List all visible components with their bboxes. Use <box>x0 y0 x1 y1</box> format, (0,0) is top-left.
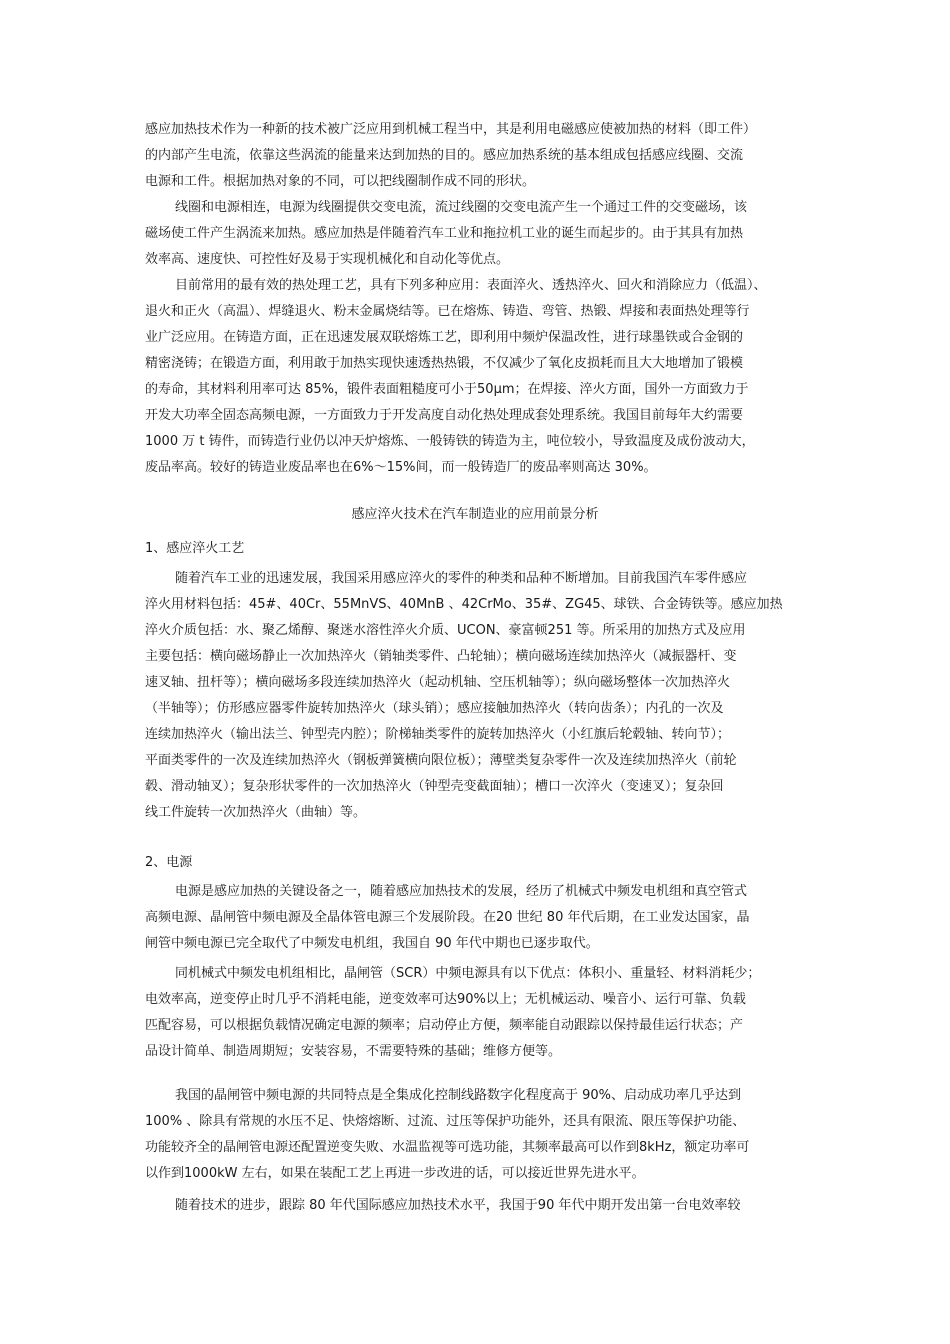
paragraph-applications <box>145 273 827 481</box>
text-line: 电源是感应加热的关键设备之一，随着感应加热技术的发展，经历了机械式中频发电机组和真空管式 <box>175 884 748 899</box>
paragraph-intro <box>145 117 827 195</box>
text-line: 淬火用材料包括：45#、40Cr、55MnVS、40MnB 、42CrMo、35#、ZG45、球铁、合金铸铁等。感应加热 <box>145 597 783 612</box>
heading-power-supply: 2、电源 <box>145 855 193 870</box>
text-line: 速叉轴、扭杆等）；横向磁场多段连续加热淬火（起动机轴、空压机轴等）；纵向磁场整体一次加热淬火 <box>145 675 731 690</box>
paragraph-technology-progress <box>145 1193 827 1219</box>
heading-quenching-process: 1、感应淬火工艺 <box>145 541 245 556</box>
text-line: 我国的晶闸管中频电源的共同特点是全集成化控制线路数字化程度高于 90%、启动成功率几乎达到 <box>175 1088 742 1103</box>
paragraph-quenching <box>145 566 827 826</box>
text-line: 连续加热淬火（输出法兰、钟型壳内腔）；阶梯轴类零件的旋转加热淬火（小红旗后轮毂轴、转向节）； <box>145 727 731 742</box>
text-line: 电源和工件。根据加热对象的不同，可以把线圈制作成不同的形状。 <box>145 174 536 189</box>
text-line: 平面类零件的一次及连续加热淬火（钢板弹簧横向限位板）；薄壁类复杂零件一次及连续加热淬火（前轮 <box>145 753 737 768</box>
text-line: 毂、滑动轴叉）；复杂形状零件的一次加热淬火（钟型壳变截面轴）；槽口一次淬火（变速叉）；复杂回 <box>145 779 724 794</box>
section-title: 感应淬火技术在汽车制造业的应用前景分析 <box>351 507 599 522</box>
text-line: 随着汽车工业的迅速发展，我国采用感应淬火的零件的种类和品种不断增加。目前我国汽车零件感应 <box>175 571 748 586</box>
paragraph-scr-advantages <box>145 961 827 1065</box>
text-line: 闸管中频电源已完全取代了中频发电机组，我国自 90 年代中期也已逐步取代。 <box>145 936 599 951</box>
text-line: 品设计简单、制造周期短；安装容易，不需要特殊的基础；维修方便等。 <box>145 1044 562 1059</box>
text-line: 电效率高，逆变停止时几乎不消耗电能，逆变效率可达90%以上；无机械运动、噪音小、运行可靠、负载 <box>145 992 746 1007</box>
text-line: 线工件旋转一次加热淬火（曲轴）等。 <box>145 805 367 820</box>
text-line: 退火和正火（高温）、焊缝退火、粉末金属烧结等。已在熔炼、铸造、弯管、热锻、焊接和表面热处理等行 <box>145 304 750 319</box>
text-line: 的寿命，其材料利用率可达 85%，锻件表面粗糙度可小于50μm；在焊接、淬火方面，国外一方面致力于 <box>145 382 749 397</box>
text-line: 线圈和电源相连，电源为线圈提供交变电流，流过线圈的交变电流产生一个通过工件的交变磁场，该 <box>175 200 748 215</box>
text-line: 精密浇铸；在锻造方面，利用敢于加热实现快速透热热锻，不仅减少了氧化皮损耗而且大大地增加了锻模 <box>145 356 744 371</box>
paragraph-power-history <box>145 879 827 957</box>
text-line: 废品率高。较好的铸造业废品率也在6%～15%间，而一般铸造厂的废品率则高达 30%。 <box>145 460 657 475</box>
text-line: 效率高、速度快、可控性好及易于实现机械化和自动化等优点。 <box>145 252 510 267</box>
text-line: 功能较齐全的晶闸管电源还配置逆变失败、水温监视等可选功能，其频率最高可以作到8kHz，额定功率可 <box>145 1140 750 1155</box>
text-line: 以作到1000kW 左右，如果在装配工艺上再进一步改进的话，可以接近世界先进水平。 <box>145 1166 645 1181</box>
text-line: 主要包括：横向磁场静止一次加热淬火（销轴类零件、凸轮轴）；横向磁场连续加热淬火（减振器杆、变 <box>145 649 737 664</box>
text-line: 100% 、除具有常规的水压不足、快熔熔断、过流、过压等保护功能外，还具有限流、限压等保护功能、 <box>145 1114 746 1129</box>
text-line: 业广泛应用。在铸造方面，正在迅速发展双联熔炼工艺，即利用中频炉保温改性，进行球墨铁或合金钢的 <box>145 330 744 345</box>
text-line: 随着技术的进步，跟踪 80 年代国际感应加热技术水平，我国于90 年代中期开发出第一台电效率较 <box>175 1198 741 1213</box>
text-line: 感应加热技术作为一种新的技术被广泛应用到机械工程当中，其是利用电磁感应使被加热的材料（即工件） <box>145 122 757 137</box>
text-line: （半轴等）；仿形感应器零件旋转加热淬火（球头销）；感应接触加热淬火（转向齿条）；内孔的一次及 <box>145 701 724 716</box>
text-line: 高频电源、晶闸管中频电源及全晶体管电源三个发展阶段。在20 世纪 80 年代后期，在工业发达国家，晶 <box>145 910 750 925</box>
text-line: 开发大功率全固态高频电源，一方面致力于开发高度自动化热处理成套处理系统。我国目前每年大约需要 <box>145 408 744 423</box>
text-line: 淬火介质包括：水、聚乙烯醇、聚迷水溶性淬火介质、UCON、豪富顿251 等。所采用的加热方式及应用 <box>145 623 746 638</box>
paragraph-domestic-scr <box>145 1083 827 1187</box>
text-line: 1000 万 t 铸件，而铸造行业仍以冲天炉熔炼、一般铸铁的铸造为主，吨位较小，导致温度及成份波动大， <box>145 434 755 449</box>
text-line: 磁场使工件产生涡流来加热。感应加热是伴随着汽车工业和拖拉机工业的诞生而起步的。由于其具有加热 <box>145 226 744 241</box>
paragraph-coil-power <box>145 195 827 273</box>
text-line: 目前常用的最有效的热处理工艺，具有下列多种应用：表面淬火、透热淬火、回火和消除应力（低温）、 <box>175 278 767 293</box>
text-line: 匹配容易，可以根据负载情况确定电源的频率；启动停止方便，频率能自动跟踪以保持最佳运行状态；产 <box>145 1018 744 1033</box>
text-line: 同机械式中频发电机组相比，晶闸管（SCR）中频电源具有以下优点：体积小、重量轻、材料消耗少； <box>175 966 761 981</box>
text-line: 的内部产生电流，依靠这些涡流的能量来达到加热的目的。感应加热系统的基本组成包括感应线圈、交流 <box>145 148 744 163</box>
